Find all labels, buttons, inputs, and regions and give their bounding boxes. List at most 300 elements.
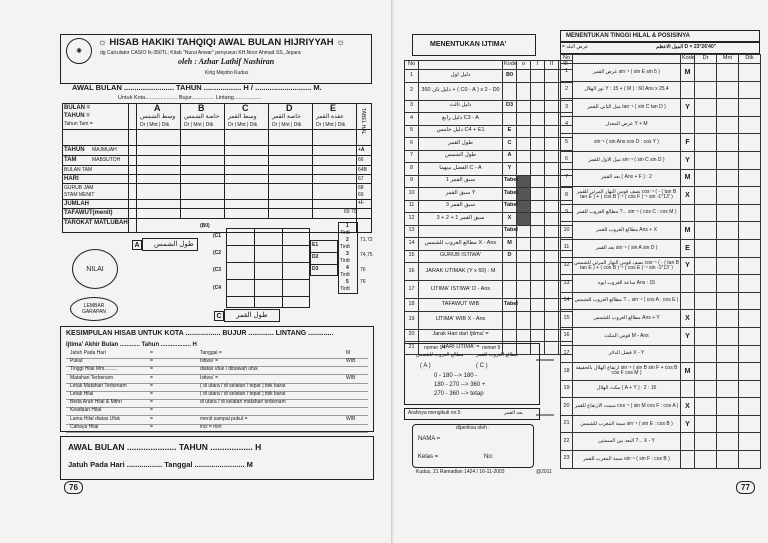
row-desc: ميل الاول للقمر sin⁻¹ ( sin C sin D ) [573, 151, 681, 169]
value-cell[interactable] [717, 64, 739, 82]
kesimpulan-title: KESIMPULAN HISAB UNTUK KOTA .................. BUJUR ............. LINTANG ............. [66, 330, 334, 337]
row-desc: الفضل بينهما C - A [419, 163, 503, 176]
value-cell[interactable] [517, 263, 531, 281]
summary-val: inci = mm [200, 423, 222, 430]
value-cell[interactable] [517, 311, 531, 329]
row-no: 21 [405, 342, 419, 355]
summary-eq: = [150, 399, 153, 406]
row-code: D3 [503, 100, 517, 113]
calc-b0: (B0) [200, 223, 210, 229]
row-desc: طول الشمس [419, 150, 503, 163]
row-no: 19 [561, 380, 573, 398]
value-cell[interactable] [695, 327, 717, 345]
calc-ref-3: 76 [360, 267, 366, 273]
ijtima-col-head: III [559, 61, 573, 70]
value-cell[interactable] [717, 292, 739, 310]
row-code [503, 311, 517, 329]
untuk-kota-line: Untuk Kota..................... Bujur............... Lintang.................. [118, 95, 262, 101]
value-cell[interactable] [517, 281, 531, 299]
calc-e1: E1 [312, 242, 319, 248]
row-code: X [503, 213, 517, 226]
row-code [681, 292, 695, 310]
value-cell[interactable] [695, 433, 717, 451]
value-cell[interactable] [517, 125, 531, 138]
value-cell[interactable] [717, 222, 739, 240]
ijtima-header: MENENTUKAN IJTIMA' [430, 41, 507, 48]
value-cell[interactable] [695, 451, 717, 469]
value-cell[interactable] [695, 345, 717, 363]
row-desc: مكث الهلال ( A + Y ) : 2 : 15 [573, 380, 681, 398]
tafawut-ref: 69 70 [344, 209, 357, 215]
value-cell[interactable] [717, 204, 739, 222]
row-no: 7 [405, 150, 419, 163]
row-no: 3 [561, 99, 573, 117]
row-desc: بعد القمر ( Ans + F ) : 2 [573, 169, 681, 187]
summary-label: Tinggi Hilal Mm......... [70, 366, 117, 373]
ijtima-line: Ijtima' Akhir Bulan ............ Tahun .................. H [66, 342, 197, 348]
row-tarokat: TAROKAT MATLUBAH [64, 220, 128, 226]
value-cell[interactable] [739, 64, 761, 82]
value-cell[interactable] [739, 204, 761, 222]
row-no: 18 [561, 363, 573, 381]
value-cell[interactable] [739, 275, 761, 293]
row-no: 11 [405, 200, 419, 213]
row-code: B0 [503, 70, 517, 83]
summary-label: Letak Matahari Terbenam [70, 382, 127, 389]
row-code [681, 204, 695, 222]
row-code [681, 81, 695, 99]
side-code-5: 69 [358, 192, 364, 198]
side-code-6: +/- [358, 200, 364, 206]
summary-label: Jatuh Pada Hari [70, 350, 106, 356]
value-cell[interactable] [695, 151, 717, 169]
row-no: 22 [561, 433, 573, 451]
table-row [561, 275, 761, 293]
value-cell[interactable] [517, 188, 531, 201]
row-no: 12 [405, 213, 419, 226]
row-desc: Jarak Hari dari Ijtima' = [419, 329, 503, 342]
value-cell[interactable] [739, 327, 761, 345]
connector-lines [536, 60, 556, 430]
row-no: 15 [561, 310, 573, 328]
row-desc: sin⁻¹ ( sin Ans cos D : cos Y ) [573, 134, 681, 152]
col-d-arabic: خاصة القمر [272, 114, 301, 120]
hilal-col-head [573, 55, 681, 64]
row-desc: TAFAWUT WIB [419, 299, 503, 312]
author: oleh : Azhar Lathif Nashiran [178, 57, 275, 66]
row-gurub: GURUB JAM [64, 185, 94, 191]
value-cell[interactable] [717, 327, 739, 345]
value-cell[interactable] [695, 134, 717, 152]
value-cell[interactable] [517, 82, 531, 100]
value-cell[interactable] [517, 70, 531, 83]
value-cell[interactable] [717, 451, 739, 469]
value-cell[interactable] [695, 169, 717, 187]
value-cell[interactable] [717, 151, 739, 169]
row-no: 21 [561, 415, 573, 433]
value-cell[interactable] [717, 187, 739, 205]
value-cell[interactable] [517, 100, 531, 113]
ijtima-col-head [419, 61, 503, 70]
summary-label: Beda Arah Hilal & Mthri [70, 399, 122, 406]
copyright: @2011 [536, 469, 552, 475]
value-cell[interactable] [717, 345, 739, 363]
box-a: ( A ) [420, 363, 431, 369]
col-b-arabic: خاصة الشمس [184, 114, 220, 120]
row-code: Y [681, 257, 695, 275]
row-bulan-tam: BULAN TAM [64, 167, 93, 173]
row-desc: دليل اول [419, 70, 503, 83]
row-code [503, 113, 517, 126]
summary-label: Pukul [70, 358, 83, 365]
row-code: Tabel [503, 175, 517, 188]
calc-c3: (C3 [213, 267, 222, 273]
value-cell[interactable] [517, 250, 531, 263]
value-cell[interactable] [739, 187, 761, 205]
value-cell[interactable] [739, 380, 761, 398]
row-code: M [681, 363, 695, 381]
nomer9: nomer 9 [482, 345, 501, 351]
hilal-header-row [561, 55, 761, 64]
value-cell[interactable] [717, 310, 739, 328]
value-cell[interactable] [717, 380, 739, 398]
row-code: Tabel [503, 200, 517, 213]
col-a-arabic: وسط الشمس [140, 114, 176, 120]
value-cell[interactable] [739, 116, 761, 134]
value-cell[interactable] [695, 204, 717, 222]
lembar-garapan-oval [70, 297, 118, 321]
row-desc: عرض القمر sin⁻¹ ( sin E sin 5 ) [573, 64, 681, 82]
value-cell[interactable] [739, 363, 761, 381]
summary-val: Istiwa' = [200, 374, 219, 381]
calc-val-5: Tirdt [340, 258, 350, 264]
row-desc: نصف قوس النهار المرئي للشمس cos⁻¹ ( - ( tan B tan E ) + ( cos B )⁻¹ ( cos E )⁻¹ sin -1°13' ) [573, 257, 681, 275]
calc-val-9: Tirdt [340, 286, 350, 292]
summary-eq: = [150, 407, 153, 414]
row-no: 3 [405, 100, 419, 113]
arahnya: Arahnya mengikuti no.5 [408, 410, 461, 416]
calc-val-1: Tirdt [340, 230, 350, 236]
row-no: 1 [561, 64, 573, 82]
calc-c1: (C1 [213, 233, 222, 239]
row-no: 12 [561, 257, 573, 275]
value-cell[interactable] [717, 169, 739, 187]
page-number-left: 76 [64, 481, 83, 494]
summary-val: diatas ufuk / dibawah ufuk [200, 366, 258, 373]
calc-ref-4: 76 [360, 279, 366, 285]
value-cell[interactable] [695, 275, 717, 293]
row-code [503, 329, 517, 342]
row-code [503, 281, 517, 299]
hilal-header: MENENTUKAN TINGGI HILAL & POSISINYA [566, 33, 691, 39]
value-cell[interactable] [739, 81, 761, 99]
ijtima-col-head: No [405, 61, 419, 70]
value-cell[interactable] [739, 345, 761, 363]
value-cell[interactable] [739, 169, 761, 187]
ijtima-col-head: Kode [503, 61, 517, 70]
row-code: Tabel [503, 225, 517, 238]
value-cell[interactable] [739, 257, 761, 275]
value-cell[interactable] [517, 175, 531, 188]
summary-label: Letak Hilal [70, 391, 94, 397]
table-row [561, 169, 761, 187]
table-row [561, 363, 761, 381]
row-code: Y [681, 327, 695, 345]
row-code: E [681, 239, 695, 257]
col-e: E [330, 103, 337, 113]
value-cell[interactable] [695, 415, 717, 433]
side-code-4: 68 [358, 185, 364, 191]
row-no: 23 [561, 451, 573, 469]
summary-eq: = [150, 382, 153, 389]
calc-val-7: Tirdt [340, 272, 350, 278]
row-no: 2 [561, 81, 573, 99]
row-desc [419, 225, 503, 238]
row-tag-mabsutoh: MABSUTOH [92, 157, 121, 163]
page-title: ☼ HISAB HAKIKI TAHQIQI AWAL BULAN HIJRIYYAH ☼ [98, 37, 346, 48]
table-row [561, 327, 761, 345]
hilal-sub-right: الميل الاعظم D = 23°26'40" [656, 44, 717, 50]
value-cell[interactable] [739, 292, 761, 310]
meta-tahun: TAHUN = [64, 113, 90, 119]
value-cell[interactable] [517, 138, 531, 151]
row-desc: مطالع الغروب للقمر Ans + X [573, 222, 681, 240]
rule-2: 180 - 270 --> 360 + [434, 382, 486, 388]
value-cell[interactable] [517, 238, 531, 251]
hilal-col-head: Mnt [717, 55, 739, 64]
row-code: Y [503, 163, 517, 176]
row-desc: مطالع الغروب للشمس Ans + Y [573, 310, 681, 328]
table-row [561, 257, 761, 275]
row-code: M [681, 222, 695, 240]
mathla-moon: مطالع الغروب للقمر [476, 352, 518, 358]
value-cell[interactable] [517, 200, 531, 213]
col-e-arabic: عقدة القمر [316, 114, 344, 120]
summary-line [66, 432, 368, 433]
row-no: 10 [405, 188, 419, 201]
col-b: B [198, 103, 205, 113]
row-no: 10 [561, 222, 573, 240]
value-cell[interactable] [739, 239, 761, 257]
row-desc: دليل خامس C4 + E1 [419, 125, 503, 138]
row-no: 13 [405, 225, 419, 238]
value-cell[interactable] [695, 99, 717, 117]
value-cell[interactable] [695, 398, 717, 416]
rule-3: 270 - 360 --> tetap [434, 391, 484, 397]
value-cell[interactable] [717, 398, 739, 416]
value-cell[interactable] [739, 310, 761, 328]
summary-val: ( di utara / di selatan / tepat ) titik barat [200, 391, 286, 397]
value-cell[interactable] [695, 257, 717, 275]
value-cell[interactable] [695, 81, 717, 99]
right-page [394, 0, 768, 543]
sun-longitude-label: طول الشمس [154, 241, 194, 248]
row-desc: IJTIMA' ISTIWA' D - Ans [419, 281, 503, 299]
calc-c2: (C2 [213, 250, 222, 256]
row-code [503, 263, 517, 281]
summary-label: Lama Hilal diatas Ufuk [70, 415, 121, 422]
footer-jatuh-pada-hari: Jatuh Pada Hari ................. Tanggal ........................ M [68, 460, 253, 469]
value-cell[interactable] [739, 134, 761, 152]
rule-1: 0 - 180 --> 180 - [434, 373, 478, 379]
row-code: Y [681, 151, 695, 169]
moon-longitude-label: طول القمر [236, 312, 268, 319]
table-row [561, 345, 761, 363]
calc-d3: D3 [312, 266, 319, 272]
row-desc: قوس المكث M - Ans [573, 327, 681, 345]
row-code: X [681, 310, 695, 328]
value-cell[interactable] [717, 257, 739, 275]
row-no: 11 [561, 239, 573, 257]
row-code: Y [681, 415, 695, 433]
value-cell[interactable] [517, 225, 531, 238]
row-desc: GURUB ISTIWA' [419, 250, 503, 263]
row-desc: عرض المعدل Y + M [573, 116, 681, 134]
footer-awal-bulan: AWAL BULAN ..................... TAHUN .................. H [68, 442, 262, 452]
row-desc: دليل ثان 360 + ( C0 - A ) x 2 - D0 [419, 82, 503, 100]
calc-val-6: 4 [346, 265, 349, 271]
value-cell[interactable] [517, 113, 531, 126]
calc-val-0: 1 [346, 223, 349, 229]
value-cell[interactable] [717, 433, 739, 451]
row-no: 9 [405, 175, 419, 188]
row-code: M [681, 169, 695, 187]
value-cell[interactable] [695, 116, 717, 134]
value-cell[interactable] [739, 415, 761, 433]
table-row [561, 99, 761, 117]
nilai-oval [72, 249, 118, 289]
value-cell[interactable] [717, 239, 739, 257]
value-cell[interactable] [695, 64, 717, 82]
row-code: M [503, 238, 517, 251]
value-cell[interactable] [695, 222, 717, 240]
value-cell[interactable] [717, 363, 739, 381]
table-row [561, 134, 761, 152]
calc-val-3: Tirdt [340, 244, 350, 250]
subcols-d: Dr | Mnt | Dtk [272, 122, 302, 128]
row-code: Y [681, 99, 695, 117]
summary-line [66, 407, 368, 408]
value-cell[interactable] [517, 163, 531, 176]
row-tahun: TAHUN [64, 147, 85, 153]
row-desc: JARAK UTIMAK (Y x 60) : M [419, 263, 503, 281]
value-cell[interactable] [695, 292, 717, 310]
value-cell[interactable] [717, 415, 739, 433]
summary-eq: = [150, 415, 153, 422]
row-code: E [503, 125, 517, 138]
value-cell[interactable] [739, 151, 761, 169]
summary-eq: = [150, 391, 153, 397]
row-no: 7 [561, 169, 573, 187]
affiliation: Kirig Mejobo Kudus [205, 70, 249, 76]
row-tag-majmuah: MAJMUAH [92, 147, 117, 153]
row-desc: بعد القمر sin⁻¹ ( sin A sin D ) [573, 239, 681, 257]
subcols-e: Dr | Mnt | Dtk [316, 122, 346, 128]
row-no: 8 [561, 187, 573, 205]
row-desc: سمت الارتفاع للقمر cos⁻¹ ( sin M cos F : cos A ) [573, 398, 681, 416]
row-no: 15 [405, 250, 419, 263]
row-desc: ارتفاع الهلال بالحقيقة sin⁻¹ ( sin B sin F + cos B cos F cos M ) [573, 363, 681, 381]
value-cell[interactable] [739, 433, 761, 451]
value-cell[interactable] [717, 134, 739, 152]
value-cell[interactable] [695, 380, 717, 398]
calc-val-2: 2 [346, 237, 349, 243]
row-no: 5 [405, 125, 419, 138]
value-cell[interactable] [695, 363, 717, 381]
value-cell[interactable] [717, 81, 739, 99]
summary-val: ( di utara / di selatan / tepat ) titik barat [200, 382, 286, 389]
side-code-1: 66 [358, 157, 364, 163]
subcols-a: Dr | Mnt | Dtk [140, 122, 170, 128]
value-cell[interactable] [517, 329, 531, 342]
dated: Kudus, 21 Ramadlan 1424 / 16-11-2003 [416, 469, 505, 475]
table-row [561, 310, 761, 328]
summary-unit: WIB [346, 358, 356, 365]
value-cell[interactable] [717, 99, 739, 117]
row-desc: ساعة الغروب ايوه Ans : 15 [573, 275, 681, 293]
summary-unit: WIB [346, 374, 356, 381]
value-cell[interactable] [739, 398, 761, 416]
summary-val: di utara / di selatan matahari terbenam [200, 399, 286, 406]
calc-ref-0: 71.72 [360, 237, 373, 243]
table-row [561, 116, 761, 134]
value-cell[interactable] [695, 187, 717, 205]
row-desc: طول القمر [419, 138, 503, 151]
value-cell[interactable] [739, 451, 761, 469]
row-no: 2 [405, 82, 419, 100]
table-row [561, 204, 761, 222]
value-cell[interactable] [739, 99, 761, 117]
kelas: Kelas = [418, 454, 439, 460]
value-cell[interactable] [517, 213, 531, 226]
calc-val-4: 3 [346, 251, 349, 257]
col-d: D [286, 103, 293, 113]
table-row [561, 292, 761, 310]
row-desc: سبق القمر 1 + 2 + 3 [419, 213, 503, 226]
row-code [681, 433, 695, 451]
row-no: 6 [561, 151, 573, 169]
row-code [503, 82, 517, 100]
calc-ref-2: 74,75 [360, 252, 373, 258]
row-hari: HARI [64, 176, 79, 182]
value-cell[interactable] [717, 116, 739, 134]
row-no: 8 [405, 163, 419, 176]
subcols-c: Dr | Mnt | Dtk [228, 122, 258, 128]
row-desc: سمة المغرب للقمر sin⁻¹ ( sin F : cos B ) [573, 451, 681, 469]
value-cell[interactable] [739, 222, 761, 240]
nama: NAMA = [418, 436, 441, 442]
summary-eq: = [150, 423, 153, 430]
summary-eq: = [150, 350, 153, 356]
row-desc: نصف قوس النهار المرئي للقمر cos⁻¹ ( - ( tan B tan E ) + ( cos B )⁻¹ ( cos F )⁻¹ sin -1°13' ) [573, 187, 681, 205]
summary-unit: WIB [346, 415, 356, 422]
side-code-0: +A [358, 147, 365, 153]
table-row [561, 151, 761, 169]
row-desc: سبق القمر Y [419, 188, 503, 201]
row-desc: سبق القمر 3 [419, 200, 503, 213]
value-cell[interactable] [517, 150, 531, 163]
row-code [681, 275, 695, 293]
value-cell[interactable] [717, 275, 739, 293]
value-cell[interactable] [695, 310, 717, 328]
row-desc: دليل رابع C3 - A [419, 113, 503, 126]
calc-c4: (C4 [213, 285, 222, 291]
row-code: M [681, 64, 695, 82]
summary-unit: M [346, 350, 351, 356]
value-cell[interactable] [517, 299, 531, 312]
value-cell[interactable] [695, 239, 717, 257]
hilal-table [560, 54, 761, 469]
